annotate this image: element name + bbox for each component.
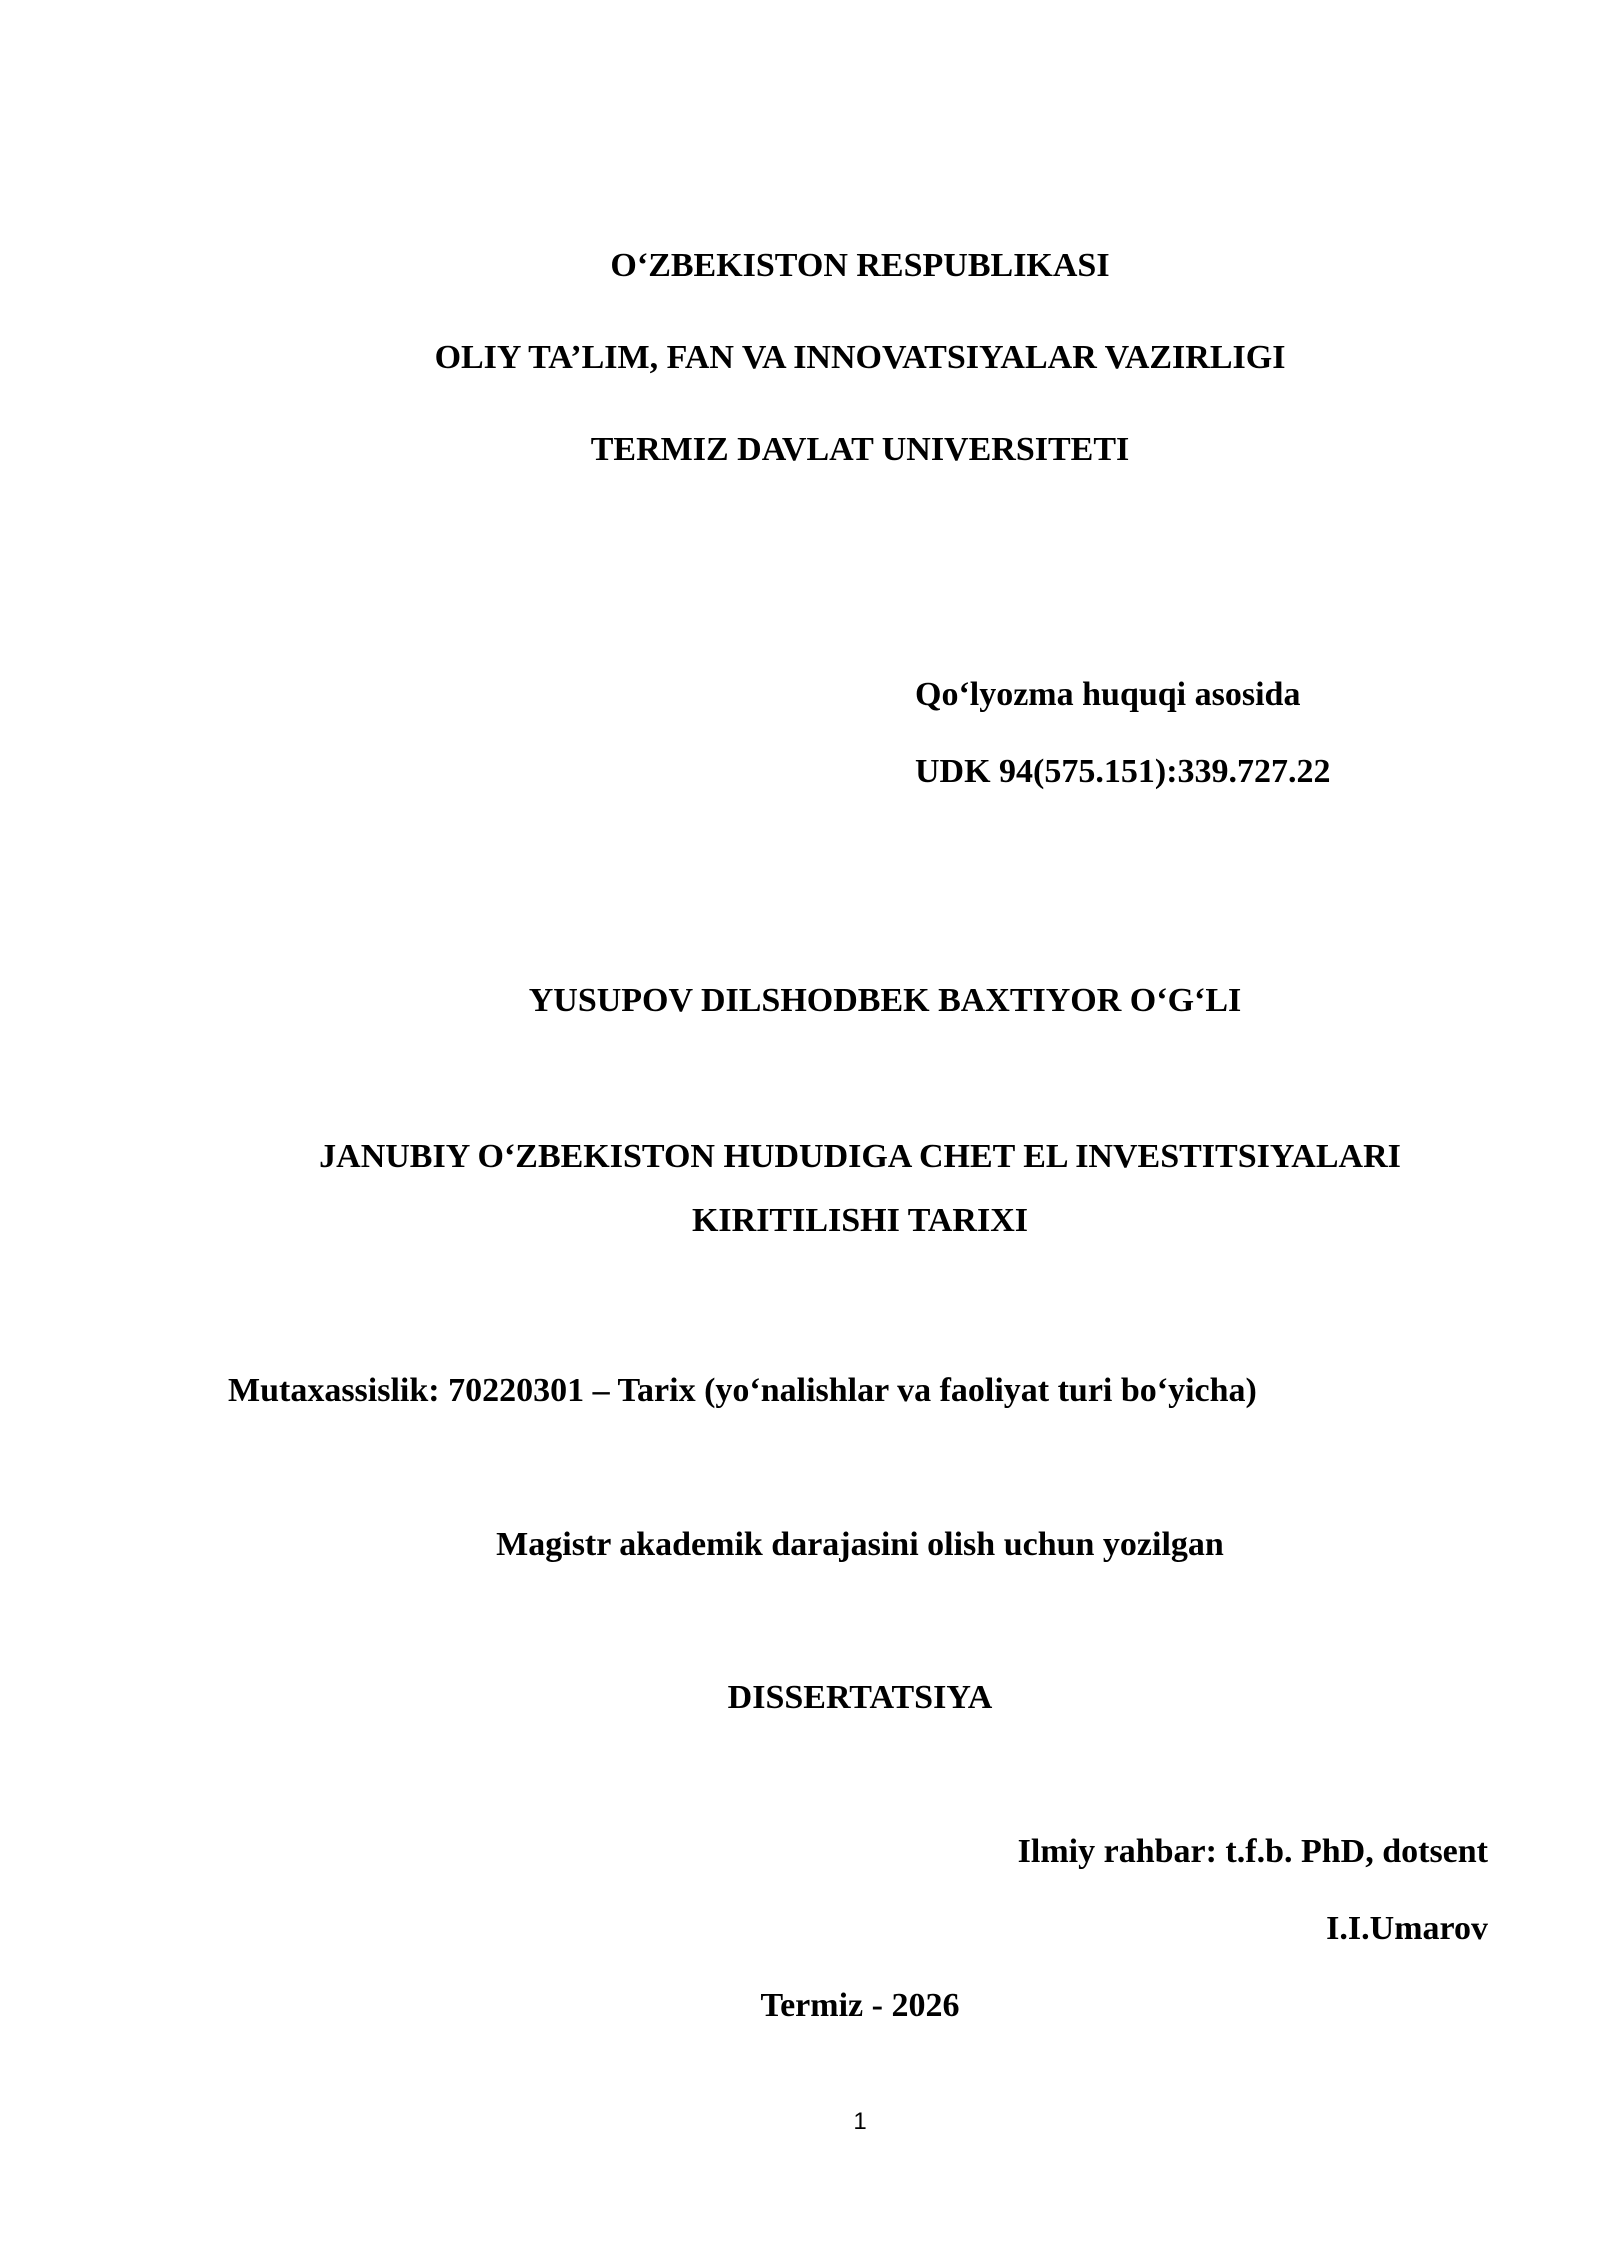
author-name: YUSUPOV DILSHODBEK BAXTIYOR O‘G‘LI xyxy=(528,982,1242,1019)
supervisor-title: Ilmiy rahbar: t.f.b. PhD, dotsent xyxy=(1017,1833,1488,1870)
page-number: 1 xyxy=(853,2108,867,2135)
university-heading: TERMIZ DAVLAT UNIVERSITETI xyxy=(590,431,1130,468)
specialty-line: Mutaxassislik: 70220301 – Tarix (yo‘nalishlar va faoliyat turi bo‘yicha) xyxy=(228,1372,1257,1409)
supervisor-name: I.I.Umarov xyxy=(1326,1910,1488,1947)
dissertation-title-line-2: KIRITILISHI TARIXI xyxy=(691,1202,1029,1239)
degree-purpose: Magistr akademik darajasini olish uchun yozilgan xyxy=(496,1526,1224,1563)
manuscript-rights-note: Qo‘lyozma huquqi asosida xyxy=(915,676,1301,713)
dissertation-title-line-1: JANUBIY O‘ZBEKISTON HUDUDIGA CHET EL INVESTITSIYALARI xyxy=(319,1138,1401,1175)
udk-code: UDK 94(575.151):339.727.22 xyxy=(915,753,1331,790)
country-heading: O‘ZBEKISTON RESPUBLIKASI xyxy=(610,247,1110,284)
ministry-heading: OLIY TA’LIM, FAN VA INNOVATSIYALAR VAZIRLIGI xyxy=(434,339,1286,376)
document-type: DISSERTATSIYA xyxy=(727,1679,993,1716)
place-and-year: Termiz - 2026 xyxy=(760,1987,960,2024)
